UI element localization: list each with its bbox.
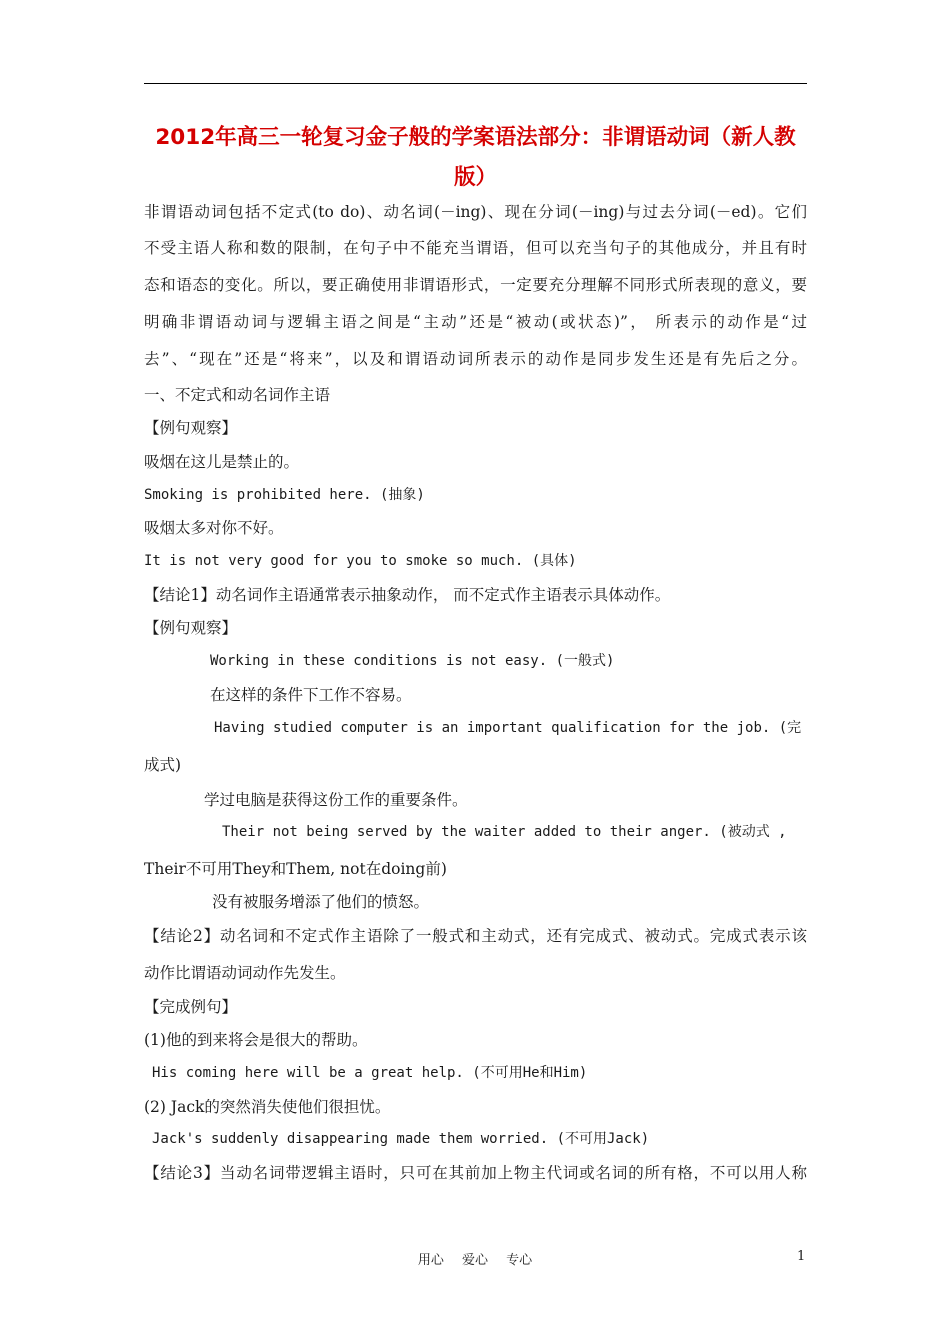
conclusion-3: 【结论3】当动名词带逻辑主语时，只可在其前加上物主代词或名词的所有格，不可以用人称 [144, 1164, 807, 1182]
example-1-en: Smoking is prohibited here. (抽象) [144, 487, 425, 503]
question-2-cn: (2) Jack的突然消失使他们很担忧。 [144, 1098, 391, 1116]
page-number: 1 [797, 1249, 806, 1264]
conclusion-2: 【结论2】动名词和不定式作主语除了一般式和主动式，还有完成式、被动式。完成式表示该 [144, 927, 807, 945]
intro-line-2: 不受主语人称和数的限制，在句子中不能充当谓语，但可以充当句子的其他成分，并且有时 [144, 239, 807, 257]
section-heading: 一、不定式和动名词作主语 [144, 386, 331, 404]
header-rule [144, 83, 807, 84]
example-1-cn: 吸烟在这儿是禁止的。 [144, 453, 300, 471]
example-3-en: Working in these conditions is not easy. (一般式) [210, 653, 615, 669]
question-2-en: Jack's suddenly disappearing made them worried. (不可用Jack) [152, 1131, 650, 1147]
example-4-en: Having studied computer is an important qualification for the job. (完 [214, 720, 802, 736]
page-footer: 用心 爱心 专心 [417, 1253, 533, 1268]
complete-label: 【完成例句】 [144, 998, 238, 1016]
example-2-cn: 吸烟太多对你不好。 [144, 519, 284, 537]
example-5-en-cont: Their不可用They和Them, not在doing前) [144, 860, 447, 878]
intro-line-3: 态和语态的变化。所以，要正确使用非谓语形式，一定要充分理解不同形式所表现的意义，要 [144, 276, 807, 294]
intro-line-5: 去”、“现在”还是“将来”，以及和谓语动词所表示的动作是同步发生还是有先后之分。 [144, 350, 807, 368]
document-title: 2012年高三一轮复习金子般的学案语法部分：非谓语动词（新人教版） [155, 125, 796, 190]
intro-line-4: 明确非谓语动词与逻辑主语之间是“主动”还是“被动(或状态)”， 所表示的动作是“过 [144, 313, 807, 331]
example-4-en-cont: 成式) [144, 756, 182, 774]
example-5-cn: 没有被服务增添了他们的愤怒。 [212, 893, 430, 911]
observe-label: 【例句观察】 [144, 419, 238, 437]
example-5-en: Their not being served by the waiter added to their anger. (被动式 , [222, 824, 787, 840]
question-1-cn: (1)他的到来将会是很大的帮助。 [144, 1031, 368, 1049]
example-3-cn: 在这样的条件下工作不容易。 [210, 686, 412, 704]
question-1-en: His coming here will be a great help. (不可用He和Him) [152, 1065, 588, 1081]
example-2-en: It is not very good for you to smoke so much. (具体) [144, 553, 577, 569]
observe-label-2: 【例句观察】 [144, 619, 238, 637]
intro-line-1: 非谓语动词包括不定式(to do)、动名词(－ing)、现在分词(－ing)与过去分词(－ed)。它们 [144, 203, 807, 221]
conclusion-1: 【结论1】动名词作主语通常表示抽象动作， 而不定式作主语表示具体动作。 [144, 586, 671, 604]
conclusion-2-cont: 动作比谓语动词动作先发生。 [144, 964, 346, 982]
example-4-cn: 学过电脑是获得这份工作的重要条件。 [204, 791, 468, 809]
